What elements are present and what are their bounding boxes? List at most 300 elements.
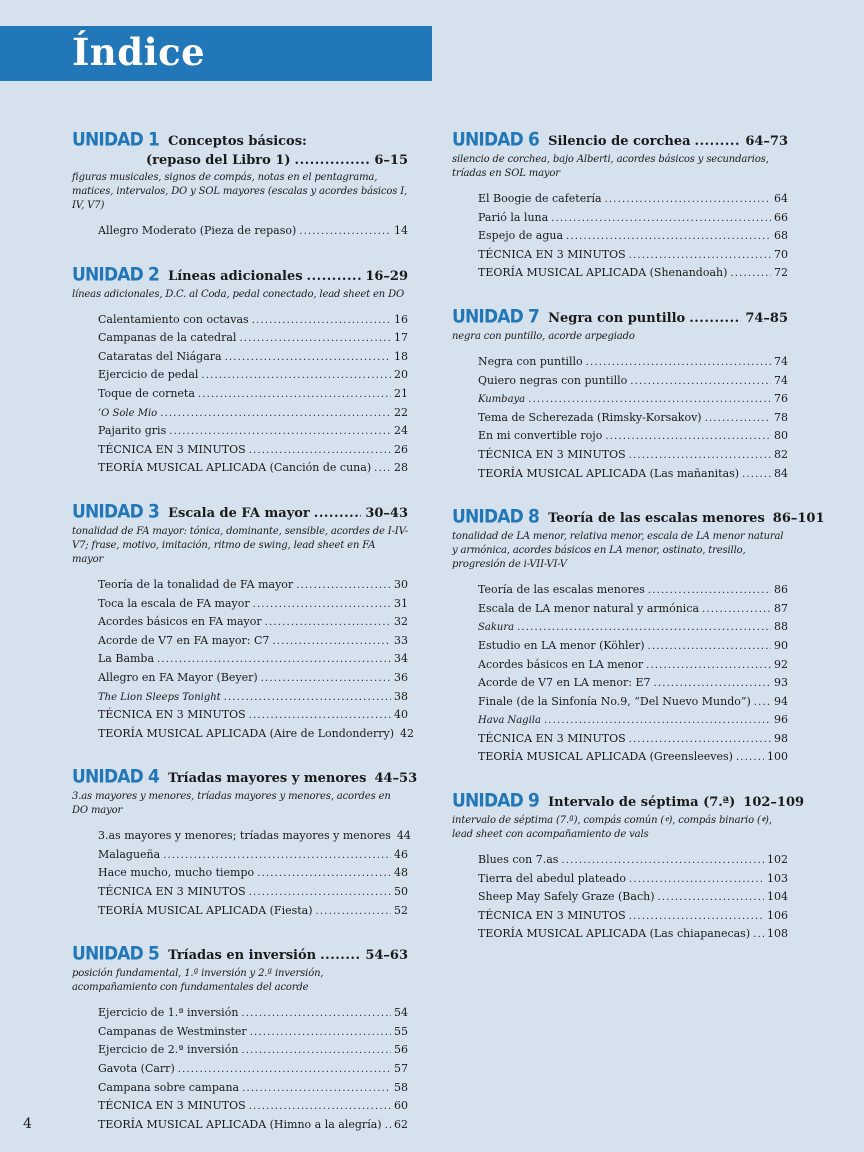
toc-entry-title: Teoría de la tonalidad de FA mayor — [98, 577, 294, 591]
left-column — [72, 128, 418, 1152]
dot-leader — [605, 431, 771, 442]
toc-entry-title: TÉCNICA EN 3 MINUTOS — [98, 885, 246, 899]
dot-leader — [586, 357, 771, 368]
toc-entry-page: 20 — [394, 368, 408, 382]
toc-entry-page: 58 — [394, 1080, 408, 1094]
unit-label: UNIDAD 7 — [452, 305, 540, 329]
dot-leader — [730, 268, 771, 279]
toc-entry-page: 34 — [394, 652, 408, 666]
toc-entry-page: 108 — [767, 927, 788, 941]
dot-leader — [316, 906, 391, 917]
unit-pages: 6–15 — [374, 153, 408, 168]
unit-title-continuation[interactable] — [146, 153, 408, 168]
dot-leader — [648, 641, 771, 652]
toc-entry[interactable] — [98, 224, 408, 243]
toc-entry[interactable] — [98, 313, 408, 332]
toc-entry-page: 78 — [774, 410, 788, 424]
dot-leader — [201, 370, 391, 381]
toc-entry[interactable] — [478, 429, 788, 448]
toc-entry[interactable] — [478, 602, 788, 621]
dot-leader — [629, 734, 771, 745]
dot-leader — [551, 213, 771, 224]
unit-heading[interactable] — [452, 505, 825, 529]
toc-entry[interactable] — [98, 597, 408, 616]
unit-label: UNIDAD 8 — [452, 505, 540, 529]
toc-entry[interactable] — [478, 676, 788, 695]
toc-entry-page: 104 — [767, 890, 788, 904]
unit-section — [72, 766, 418, 922]
toc-entry-title: Escala de LA menor natural y armónica — [478, 601, 700, 615]
toc-entry-page: 31 — [394, 596, 408, 610]
toc-entry[interactable] — [98, 1006, 408, 1025]
toc-entry[interactable] — [98, 331, 408, 350]
dot-leader — [160, 408, 391, 419]
toc-entry-page: 50 — [394, 885, 408, 899]
unit-heading[interactable] — [72, 766, 418, 789]
dot-leader — [157, 654, 391, 665]
toc-entry-page: 30 — [394, 577, 408, 591]
right-column — [452, 128, 825, 968]
dot-leader — [320, 948, 361, 963]
dot-leader — [241, 1008, 391, 1019]
dot-leader — [658, 892, 765, 903]
unit-section — [72, 500, 415, 745]
toc-entry-title: La Bamba — [98, 652, 155, 666]
toc-entry-page: 48 — [394, 866, 408, 880]
dot-leader — [295, 153, 371, 168]
toc-entry[interactable] — [98, 652, 408, 671]
unit-items — [478, 853, 788, 946]
toc-entry-title: Acorde de V7 en FA mayor: C7 — [98, 633, 270, 647]
toc-entry-page: 100 — [767, 750, 788, 764]
page-number: 4 — [23, 1116, 32, 1132]
toc-entry-title: En mi convertible rojo — [478, 429, 603, 443]
unit-pages: 30–43 — [365, 505, 408, 521]
dot-leader — [385, 1120, 391, 1131]
toc-entry[interactable] — [478, 192, 788, 211]
toc-entry-page: 80 — [774, 429, 788, 443]
toc-entry[interactable] — [98, 671, 408, 690]
dot-leader — [544, 715, 771, 726]
toc-entry[interactable] — [478, 374, 788, 393]
unit-description: tonalidad de LA menor, relativa menor, escala de LA menor natural y armónica, acordes básicos en LA menor, ostinato, tresillo, progresión de i-VII-VI-V — [452, 531, 784, 571]
toc-entry-title: Ejercicio de pedal — [98, 368, 199, 382]
dot-leader — [702, 604, 771, 615]
toc-entry[interactable] — [478, 713, 788, 732]
toc-entry-page: 55 — [394, 1024, 408, 1038]
toc-entry-title: Finale (de la Sinfonía No.9, “Del Nuevo Mundo”) — [478, 694, 751, 708]
toc-entry[interactable] — [98, 443, 408, 462]
dot-leader — [528, 394, 771, 405]
toc-entry-page: 17 — [394, 331, 408, 345]
toc-entry[interactable] — [478, 890, 788, 909]
toc-entry-page: 60 — [394, 1099, 408, 1113]
toc-entry[interactable] — [98, 350, 408, 369]
unit-description: líneas adicionales, D.C. al Coda, pedal conectado, lead sheet en DO — [72, 288, 405, 300]
dot-leader — [654, 678, 772, 689]
dot-leader — [754, 697, 771, 708]
unit-title: Teoría de las escalas menores — [548, 511, 765, 527]
dot-leader — [561, 855, 764, 866]
toc-entry[interactable] — [478, 872, 788, 891]
unit-description: figuras musicales, signos de compás, notas en el pentagrama, matices, intervalos, DO y SOL mayores (escalas y acordes básicos I, IV, V7) — [72, 172, 408, 211]
toc-entry-title: Teoría de las escalas menores — [478, 583, 645, 597]
toc-entry[interactable] — [478, 411, 788, 430]
toc-entry-page: 40 — [394, 708, 408, 722]
unit-pages: 102–109 — [743, 795, 805, 811]
toc-entry-page: 32 — [394, 615, 408, 629]
toc-entry[interactable] — [478, 248, 788, 267]
toc-entry-page: 94 — [774, 694, 788, 708]
toc-entry-page: 66 — [774, 210, 788, 224]
toc-entry[interactable] — [478, 732, 788, 751]
toc-entry-title: Negra con puntillo — [478, 354, 583, 368]
dot-leader — [646, 660, 771, 671]
toc-entry-title: Toque de corneta — [98, 386, 195, 400]
unit-section — [452, 789, 805, 946]
toc-entry[interactable] — [98, 1081, 408, 1100]
toc-entry-title: Campanas de Westminster — [98, 1024, 247, 1038]
unit-pages: 64–73 — [745, 134, 788, 149]
dot-leader — [249, 445, 391, 456]
unit-section — [72, 265, 408, 480]
dot-leader — [257, 868, 391, 879]
toc-entry-title: TEORÍA MUSICAL APLICADA (Las chiapanecas) — [478, 927, 751, 941]
toc-entry[interactable] — [478, 927, 788, 946]
dot-leader — [314, 506, 362, 521]
dot-leader — [178, 1064, 391, 1075]
dot-leader — [169, 426, 391, 437]
unit-items — [478, 583, 788, 769]
unit-label: UNIDAD 6 — [452, 128, 540, 152]
unit-section — [452, 130, 788, 285]
unit-items — [478, 355, 788, 485]
dot-leader — [250, 1027, 391, 1038]
dot-leader — [252, 315, 391, 326]
unit-title-cont-text: (repaso del Libro 1) — [146, 153, 291, 168]
toc-entry[interactable] — [98, 726, 415, 746]
unit-heading[interactable] — [452, 130, 788, 150]
toc-entry-title: Calentamiento con octavas — [98, 312, 249, 326]
unit-label: UNIDAD 1 — [72, 128, 160, 152]
toc-entry[interactable] — [478, 229, 788, 248]
toc-entry-page: 106 — [767, 908, 788, 922]
dot-leader — [736, 752, 764, 763]
unit-label: UNIDAD 2 — [72, 263, 160, 286]
toc-entry-title: Toca la escala de FA mayor — [98, 596, 250, 610]
toc-entry-page: 92 — [774, 657, 788, 671]
title-banner — [0, 26, 432, 81]
unit-items — [478, 192, 788, 285]
toc-entry-title: Estudio en LA menor (Köhler) — [478, 638, 645, 652]
toc-entry-page: 93 — [774, 676, 788, 690]
toc-entry-page: 74 — [774, 373, 788, 387]
toc-entry-title: Quiero negras con puntillo — [478, 373, 628, 387]
toc-entry-page: 74 — [774, 354, 788, 368]
dot-leader — [605, 194, 771, 205]
dot-leader — [695, 134, 742, 149]
toc-entry[interactable] — [478, 639, 788, 658]
dot-leader — [249, 887, 391, 898]
toc-entry-page: 14 — [394, 224, 408, 237]
toc-entry[interactable] — [98, 1099, 408, 1118]
toc-entry[interactable] — [478, 695, 788, 714]
dot-leader — [249, 1101, 391, 1112]
unit-label: UNIDAD 5 — [72, 943, 160, 966]
toc-entry-page: 18 — [394, 349, 408, 363]
toc-entry[interactable] — [478, 750, 788, 769]
unit-items — [98, 1006, 408, 1136]
unit-description: 3.as mayores y menores, tríadas mayores y menores, acordes en DO mayor — [72, 791, 391, 817]
dot-leader — [705, 413, 771, 424]
unit-pages: 54–63 — [365, 948, 408, 964]
unit-heading[interactable] — [72, 944, 408, 964]
unit-heading[interactable] — [452, 307, 788, 327]
toc-entry-page: 42 — [400, 726, 415, 740]
toc-entry[interactable] — [478, 583, 788, 602]
toc-entry-page: 36 — [394, 670, 408, 684]
toc-entry-page: 24 — [394, 424, 408, 438]
unit-title: Conceptos básicos: — [168, 134, 307, 149]
toc-entry-page: 44 — [396, 829, 411, 843]
toc-entry-page: 68 — [774, 229, 788, 243]
toc-entry-page: 76 — [774, 392, 788, 406]
unit-section — [72, 944, 408, 1136]
toc-entry-title: Parió la luna — [478, 210, 549, 224]
toc-entry[interactable] — [98, 1118, 408, 1137]
toc-entry-title: Acordes básicos en FA mayor — [98, 615, 262, 629]
unit-label: UNIDAD 3 — [72, 500, 160, 524]
toc-entry-title: Pajarito gris — [98, 424, 167, 438]
unit-items — [98, 313, 408, 480]
toc-entry-title: Cataratas del Niágara — [98, 349, 222, 363]
toc-entry[interactable] — [98, 866, 408, 885]
toc-entry[interactable] — [98, 1025, 408, 1044]
unit-items — [98, 224, 408, 243]
toc-entry-title: Campana sobre campana — [98, 1080, 240, 1094]
toc-entry[interactable] — [98, 615, 408, 634]
unit-heading[interactable] — [72, 265, 408, 285]
toc-entry-page: 70 — [774, 247, 788, 261]
unit-items — [98, 829, 411, 922]
unit-heading[interactable] — [452, 789, 805, 813]
toc-entry[interactable] — [98, 461, 408, 480]
toc-entry-page: 87 — [774, 601, 788, 615]
toc-entry-page: 38 — [394, 689, 408, 703]
toc-entry[interactable] — [98, 904, 408, 923]
unit-description: silencio de corchea, bajo Alberti, acordes básicos y secundarios, tríadas en SOL mayor — [452, 154, 769, 179]
toc-entry-page: 90 — [774, 638, 788, 652]
toc-entry-title: TÉCNICA EN 3 MINUTOS — [98, 442, 246, 456]
toc-entry-title: TEORÍA MUSICAL APLICADA (Aire de Londonderry) — [98, 726, 395, 740]
unit-title: Silencio de corchea — [548, 134, 691, 149]
dot-leader — [299, 226, 391, 237]
unit-heading[interactable] — [72, 130, 408, 150]
toc-entry[interactable] — [478, 658, 788, 677]
toc-entry-title: TÉCNICA EN 3 MINUTOS — [478, 731, 626, 745]
dot-leader — [629, 874, 764, 885]
dot-leader — [753, 929, 764, 940]
toc-entry[interactable] — [478, 620, 788, 639]
dot-leader — [265, 617, 391, 628]
dot-leader — [517, 622, 771, 633]
toc-entry-page: 33 — [394, 633, 408, 647]
toc-entry-page: 56 — [394, 1043, 408, 1057]
toc-entry[interactable] — [98, 829, 411, 848]
dot-leader — [648, 585, 771, 596]
dot-leader — [253, 599, 391, 610]
toc-entry[interactable] — [98, 634, 408, 653]
dot-leader — [374, 463, 391, 474]
unit-description: negra con puntillo, acorde arpegiado — [452, 330, 635, 342]
toc-entry-page: 16 — [394, 312, 408, 326]
toc-entry-page: 72 — [774, 266, 788, 280]
toc-entry-title: TÉCNICA EN 3 MINUTOS — [478, 447, 626, 461]
toc-entry-page: 57 — [394, 1062, 408, 1076]
toc-entry-title: Acordes básicos en LA menor — [478, 657, 644, 671]
dot-leader — [689, 311, 741, 326]
toc-entry[interactable] — [98, 708, 408, 727]
toc-entry-title: Sakura — [478, 622, 515, 634]
toc-entry-title: Hace mucho, mucho tiempo — [98, 866, 255, 880]
toc-entry-page: 26 — [394, 442, 408, 456]
page-title: Índice — [72, 30, 206, 74]
toc-entry-title: 3.as mayores y menores; tríadas mayores y menores — [98, 829, 391, 843]
toc-entry-title: TEORÍA MUSICAL APLICADA (Himno a la alegría) — [98, 1117, 382, 1131]
toc-entry[interactable] — [98, 885, 408, 904]
toc-entry-page: 64 — [774, 192, 788, 205]
unit-title: Tríadas en inversión — [168, 948, 317, 964]
toc-entry[interactable] — [478, 266, 788, 285]
unit-pages: 16–29 — [365, 268, 408, 284]
toc-entry-title: TEORÍA MUSICAL APLICADA (Shenandoah) — [478, 266, 728, 280]
toc-entry[interactable] — [98, 387, 408, 406]
toc-entry-title: Blues con 7.as — [478, 853, 559, 867]
toc-entry-page: 62 — [394, 1117, 408, 1131]
toc-entry[interactable] — [478, 448, 788, 467]
toc-entry-title: Hava Nagila — [478, 715, 541, 727]
unit-heading[interactable] — [72, 502, 408, 522]
toc-entry[interactable] — [478, 211, 788, 230]
unit-description: tonalidad de FA mayor: tónica, dominante, sensible, acordes de I-IV-V7; frase, motivo, imitación, ritmo de swing, lead sheet en FA mayor — [72, 525, 408, 565]
toc-entry[interactable] — [98, 424, 408, 443]
toc-entry-title: Acorde de V7 en LA menor: E7 — [478, 676, 651, 690]
toc-entry-page: 86 — [774, 583, 788, 597]
dot-leader — [307, 269, 362, 284]
toc-entry-title: TEORÍA MUSICAL APLICADA (Greensleeves) — [478, 750, 733, 764]
toc-entry-page: 102 — [767, 853, 788, 867]
toc-entry[interactable] — [98, 1062, 408, 1081]
dot-leader — [224, 692, 391, 703]
toc-entry[interactable] — [98, 848, 408, 867]
dot-leader — [566, 231, 771, 242]
unit-pages: 86–101 — [772, 511, 825, 527]
toc-entry-title: Espejo de agua — [478, 229, 564, 243]
toc-entry[interactable] — [478, 853, 788, 872]
toc-entry-title: TEORÍA MUSICAL APLICADA (Canción de cuna) — [98, 461, 372, 475]
toc-entry[interactable] — [98, 690, 408, 709]
unit-title: Intervalo de séptima (7.ª) — [548, 795, 736, 811]
dot-leader — [296, 580, 391, 591]
toc-entry-page: 82 — [774, 447, 788, 461]
toc-entry[interactable] — [478, 355, 788, 374]
toc-entry-page: 98 — [774, 731, 788, 745]
toc-entry-page: 96 — [774, 713, 788, 727]
toc-entry[interactable] — [98, 1043, 408, 1062]
toc-entry[interactable] — [98, 578, 408, 597]
toc-entry-page: 88 — [774, 620, 788, 634]
toc-entry-title: Kumbaya — [478, 394, 526, 406]
unit-items — [98, 577, 415, 745]
dot-leader — [630, 376, 771, 387]
toc-entry-title: Allegro en FA Mayor (Beyer) — [98, 670, 258, 684]
unit-title: Escala de FA mayor — [168, 505, 310, 521]
toc-entry-title: Gavota (Carr) — [98, 1062, 175, 1076]
unit-section — [72, 130, 408, 243]
dot-leader — [249, 710, 391, 721]
toc-entry-page: 22 — [394, 405, 408, 419]
unit-title: Negra con puntillo — [548, 310, 686, 326]
toc-entry[interactable] — [98, 406, 408, 425]
dot-leader — [629, 911, 764, 922]
toc-entry[interactable] — [478, 909, 788, 928]
dot-leader — [742, 469, 771, 480]
toc-entry-page: 84 — [774, 466, 788, 480]
dot-leader — [629, 250, 771, 261]
toc-entry[interactable] — [478, 392, 788, 411]
toc-entry-title: Tema de Scherezada (Rimsky-Korsakov) — [478, 410, 702, 424]
toc-entry-title: Malagueña — [98, 847, 161, 861]
toc-entry-page: 46 — [394, 847, 408, 861]
unit-pages: 44–53 — [374, 771, 418, 787]
toc-entry-title: TÉCNICA EN 3 MINUTOS — [478, 247, 626, 261]
dot-leader — [272, 636, 391, 647]
toc-entry-page: 52 — [394, 903, 408, 917]
unit-title: Líneas adicionales — [168, 268, 303, 284]
dot-leader — [225, 352, 391, 363]
toc-entry-title: TÉCNICA EN 3 MINUTOS — [98, 1099, 246, 1113]
toc-entry-title: Campanas de la catedral — [98, 331, 237, 345]
toc-entry-title: Ejercicio de 1.ª inversión — [98, 1006, 239, 1020]
toc-entry-title: TÉCNICA EN 3 MINUTOS — [98, 708, 246, 722]
toc-entry-page: 21 — [394, 386, 408, 400]
unit-description: posición fundamental, 1.ª inversión y 2.ª inversión, acompañamiento con fundamentales del acorde — [72, 968, 324, 994]
unit-pages: 74–85 — [745, 310, 788, 326]
unit-section — [452, 307, 788, 485]
toc-entry-title: TEORÍA MUSICAL APLICADA (Fiesta) — [98, 903, 313, 917]
toc-entry-page: 28 — [394, 461, 408, 475]
toc-entry[interactable] — [478, 467, 788, 486]
toc-entry[interactable] — [98, 368, 408, 387]
toc-entry-title: Tierra del abedul plateado — [478, 871, 627, 885]
toc-entry-title: El Boogie de cafetería — [478, 192, 602, 205]
dot-leader — [242, 1083, 391, 1094]
toc-entry-title: TEORÍA MUSICAL APLICADA (Las mañanitas) — [478, 466, 740, 480]
dot-leader — [261, 673, 391, 684]
unit-description: intervalo de séptima (7.ª), compás común (𝄴), compás binario (𝄵), lead sheet con acompañamiento de vals — [452, 815, 772, 841]
dot-leader — [239, 333, 391, 344]
toc-entry-page: 103 — [767, 871, 788, 885]
dot-leader — [163, 850, 391, 861]
toc-entry-title: The Lion Sleeps Tonight — [98, 691, 221, 703]
toc-entry-title: Sheep May Safely Graze (Bach) — [478, 890, 655, 904]
unit-label: UNIDAD 4 — [72, 766, 160, 789]
dot-leader — [241, 1045, 391, 1056]
dot-leader — [629, 450, 771, 461]
toc-entry-title: Ejercicio de 2.ª inversión — [98, 1043, 239, 1057]
toc-entry-title: ’O Sole Mio — [98, 407, 158, 419]
unit-label: UNIDAD 9 — [452, 789, 540, 813]
